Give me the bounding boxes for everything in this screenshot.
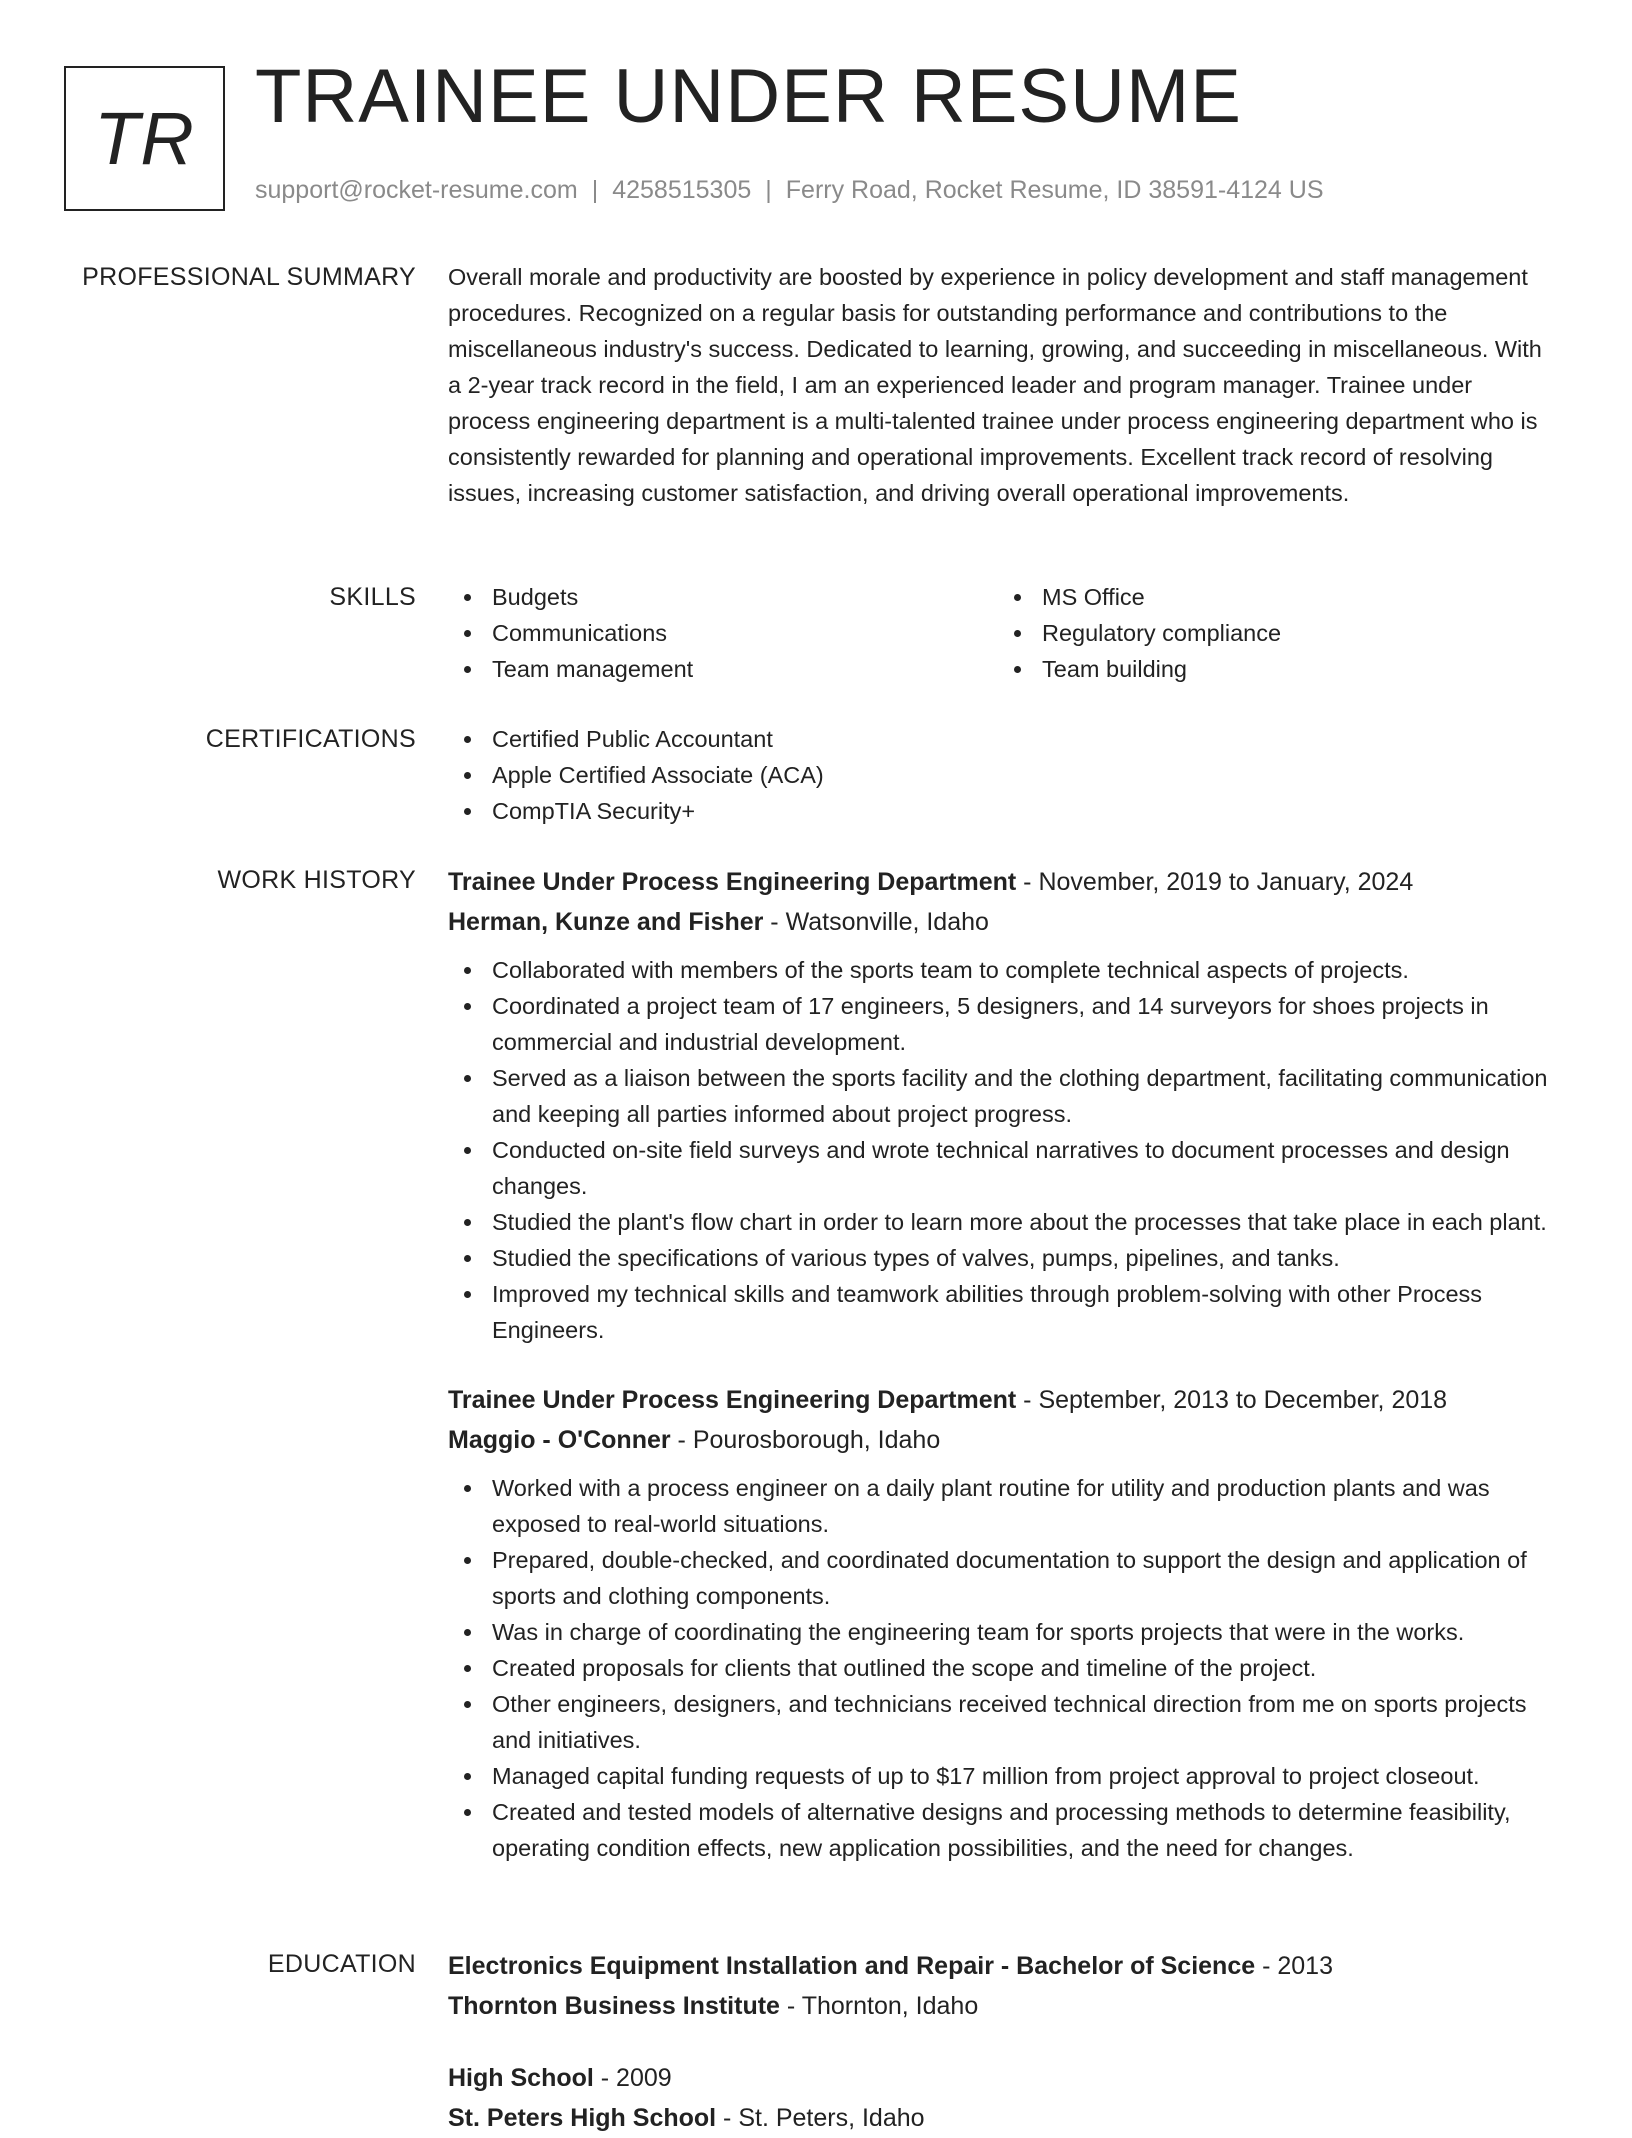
job-company: Herman, Kunze and Fisher [448, 908, 764, 936]
contact-separator: | [765, 176, 772, 204]
job-bullet: Studied the specifications of various types of valves, pumps, pipelines, and tanks. [448, 1240, 1560, 1276]
certification-item: CompTIA Security+ [448, 793, 1560, 829]
education-location: - Thornton, Idaho [779, 1992, 979, 2020]
section-title-work-history: WORK HISTORY [217, 866, 416, 894]
job-responsibilities [448, 1470, 1560, 1866]
skill-item: Team management [448, 651, 998, 687]
education-school: St. Peters High School [448, 2104, 717, 2132]
job-company: Maggio - O'Conner [448, 1426, 671, 1454]
job-bullet: Conducted on-site field surveys and wrote technical narratives to document processes and design changes. [448, 1132, 1560, 1204]
section-title-skills: SKILLS [329, 583, 416, 611]
job-responsibilities [448, 952, 1560, 1348]
job-title-line [448, 862, 1560, 902]
section-title-summary: PROFESSIONAL SUMMARY [82, 263, 416, 291]
summary-text: Overall morale and productivity are boosted by experience in policy development and staff management procedures. Recognized on a regular basis for outstanding performance and contributions to the miscellaneous industry's success. Dedicated to learning, growing, and succeeding in miscellaneous. With a 2-year track record in the field, I am an experienced leader and program manager. Trainee under process engineering department is a multi-talented trainee under process engineering department who is consistently rewarded for planning and operational improvements. Excellent track record of resolving issues, increasing customer satisfaction, and driving overall operational improvements. [448, 264, 1542, 506]
job-role: Trainee Under Process Engineering Department [448, 868, 1017, 896]
education-degree: High School [448, 2064, 594, 2092]
section-title-certifications: CERTIFICATIONS [205, 725, 416, 753]
job-entry [448, 862, 1560, 1348]
summary-body [448, 259, 1560, 511]
education-year: - 2013 [1255, 1952, 1333, 1980]
job-dates: - September, 2013 to December, 2018 [1016, 1386, 1448, 1414]
job-company-line [448, 902, 1560, 942]
certifications-list [448, 721, 1560, 829]
education-degree: Electronics Equipment Installation and Repair - Bachelor of Science [448, 1952, 1256, 1980]
contact-address: Ferry Road, Rocket Resume, ID 38591-4124 US [785, 176, 1324, 204]
job-bullet: Was in charge of coordinating the engineering team for sports projects that were in the works. [448, 1614, 1560, 1650]
skill-item: Regulatory compliance [998, 615, 1548, 651]
job-bullet: Other engineers, designers, and technicians received technical direction from me on sports projects and initiatives. [448, 1686, 1560, 1758]
education-school: Thornton Business Institute [448, 1992, 780, 2020]
certifications-body [448, 721, 1560, 829]
education-body [448, 1946, 1560, 2138]
certification-item: Certified Public Accountant [448, 721, 1560, 757]
resume-name: TRAINEE UNDER RESUME [255, 54, 1242, 139]
contact-separator: | [591, 176, 599, 204]
education-degree-line [448, 1946, 1560, 1986]
job-role: Trainee Under Process Engineering Department [448, 1386, 1017, 1414]
work-history-body [448, 862, 1560, 1866]
job-location: - Watsonville, Idaho [763, 908, 989, 936]
skill-item: Communications [448, 615, 998, 651]
skills-column-left [448, 579, 998, 687]
contact-phone[interactable]: 4258515305 [612, 176, 752, 204]
monogram-logo: TR [64, 66, 225, 211]
job-bullet: Studied the plant's flow chart in order to learn more about the processes that take place in each plant. [448, 1204, 1560, 1240]
skill-item: Team building [998, 651, 1548, 687]
section-title-education: EDUCATION [267, 1950, 416, 1978]
job-bullet: Collaborated with members of the sports team to complete technical aspects of projects. [448, 952, 1560, 988]
job-company-line [448, 1420, 1560, 1460]
job-title-line [448, 1380, 1560, 1420]
job-bullet: Coordinated a project team of 17 engineers, 5 designers, and 14 surveyors for shoes projects in commercial and industrial development. [448, 988, 1560, 1060]
contact-line [255, 176, 1324, 205]
job-entry [448, 1380, 1560, 1866]
education-school-line [448, 1986, 1560, 2026]
skill-item: MS Office [998, 579, 1548, 615]
certification-item: Apple Certified Associate (ACA) [448, 757, 1560, 793]
education-degree-line [448, 2058, 1560, 2098]
job-bullet: Created proposals for clients that outlined the scope and timeline of the project. [448, 1650, 1560, 1686]
job-bullet: Served as a liaison between the sports facility and the clothing department, facilitating communication and keeping all parties informed about project progress. [448, 1060, 1560, 1132]
skill-item: Budgets [448, 579, 998, 615]
education-entry [448, 1946, 1560, 2026]
job-dates: - November, 2019 to January, 2024 [1016, 868, 1414, 896]
job-bullet: Managed capital funding requests of up to $17 million from project approval to project closeout. [448, 1758, 1560, 1794]
education-school-line [448, 2098, 1560, 2138]
education-entry [448, 2058, 1560, 2138]
skills-list [448, 579, 1560, 687]
skills-column-right [998, 579, 1548, 687]
education-year: - 2009 [593, 2064, 672, 2092]
job-bullet: Improved my technical skills and teamwork abilities through problem-solving with other Process Engineers. [448, 1276, 1560, 1348]
education-location: - St. Peters, Idaho [716, 2104, 925, 2132]
job-bullet: Worked with a process engineer on a daily plant routine for utility and production plants and was exposed to real-world situations. [448, 1470, 1560, 1542]
job-bullet: Created and tested models of alternative designs and processing methods to determine feasibility, operating condition effects, new application possibilities, and the need for changes. [448, 1794, 1560, 1866]
contact-email[interactable]: support@rocket-resume.com [255, 176, 578, 204]
job-location: - Pourosborough, Idaho [670, 1426, 941, 1454]
job-bullet: Prepared, double-checked, and coordinated documentation to support the design and application of sports and clothing components. [448, 1542, 1560, 1614]
